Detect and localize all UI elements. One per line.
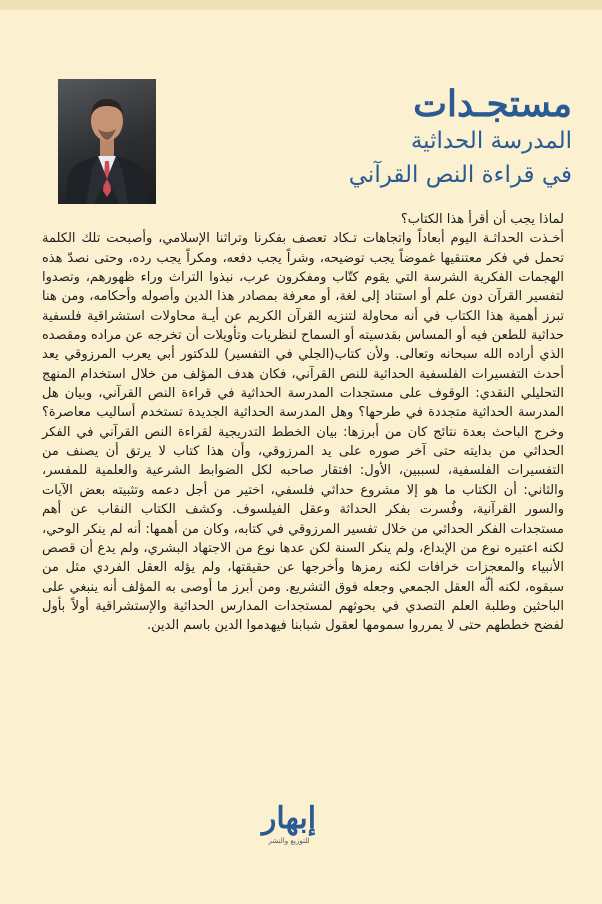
question-heading: لماذا يجب أن أقرأ هذا الكتاب؟ [400,212,564,227]
publisher-logo-word: إبهار [261,801,317,836]
top-border [0,0,602,10]
title-line-3: في قراءة النص القرآني [348,162,572,188]
back-cover-text [42,210,564,636]
description-paragraph: أخـذت الحداثـة اليوم أبعاداً واتجاهات تـكاد تعصف بفكرنا وتراثنا الإسلامي، وأصبحت تلك الكلمة تحمل في فكر معتنقيها غموضاً يجب توضيحه، وشراً يجب دفعه، ومكراً يجب رده، وحتى نصدّ هذه الهجمات الفكرية الشرسة التي يقوم كتّاب ومفكرون عرب، نبذوا التراث وراء ظهورهم، وتصدوا لتفسير القرآن دون علم أو استناد إلى لغة، أو معرفة بمصادر هذا الدين وأصوله وأحكامه، ومن هنا تبرز أهمية هذا الكتاب في أنه محاولة لتنزيه القرآن الكريم عن أيـة محاولات استشراقية فلسفية حداثية للطعن فيه أو المساس بقدسيته أو السماح لنظريات وتأويلات أن تخرجه عن مراده ومقصده الذي أراده الله سبحانه وتعالى. ولأن كتاب(الجلي في التفسير) للدكتور أبي يعرب المرزوقي يعد أحدث التفسيرات الفلسفية الحداثية للنص القرآني، فكان هدف المؤلف من خلال استخدام المنهج التحليلي النقدي: الوقوف على مستجدات المدرسة الحداثية في قراءة النص القرآني، وبيان هل المدرسة الحداثية متجددة في طرحها؟ وهل المدرسة الحداثية الجديدة تستخدم أساليب معاصرة؟ وخرج الباحث بعدة نتائج كان من أبرزها: بيان الخطط التدريجية لقراءة النص القرآني في الفكر الحداثي من بدايته حتى آخر صوره على يد المرزوقي، وأن هذا كتاب لا يرتق أن يصنف من التفسيرات الفلسفية، لسببين، الأول: افتقار صاحبه لكل الضوابط الشرعية والعلمية للمفسر، والثاني: أن الكتاب ما هو إلا مشروع حداثي فلسفي، اختير من أجل دعمه وتثبيته بعض الآيات والسور القرآنية، وفُسرت بفكر الحداثة وعقل الفيلسوف. وكشف الكتاب النقاب عن أهم مستجدات الفكر الحداثي من خلال تفسير المرزوقي في كتابه، وكان من أهمها: أنه لم ينكر الوحي، لكنه اعتبره نوع من الإبداع، ولم ينكر السنة لكن عدها نوع من الاجتهاد البشري، ولم يدع أن قصص الأنبياء والمعجزات خرافات لكنه رمزها وأخرجها عن حقيقتها، ولم يؤله العقل الفردي مثل من سبقوه، لكنه ألّه العقل الجمعي وجعله فوق التشريع. ومن أبرز ما أوصى به المؤلف أنه ينبغي على الباحثين وطلبة العلم التصدي في بحوثهم لمستجدات المدارس الحداثية والإستشراقية أولاً بأول لفضح خططهم حتى لا يمرروا سمومها لعقول شبابنا فيهدموا الدين باسم الدين. [42,231,564,634]
title-line-1: مستجـدات [413,83,572,125]
title-line-2: المدرسة الحداثية [410,128,572,154]
publisher-logo [258,802,320,856]
book-title [232,84,572,190]
author-portrait-icon [58,79,156,204]
author-photo [58,79,156,204]
publisher-logo-subtitle: للتوزيع والنشر [268,837,310,845]
